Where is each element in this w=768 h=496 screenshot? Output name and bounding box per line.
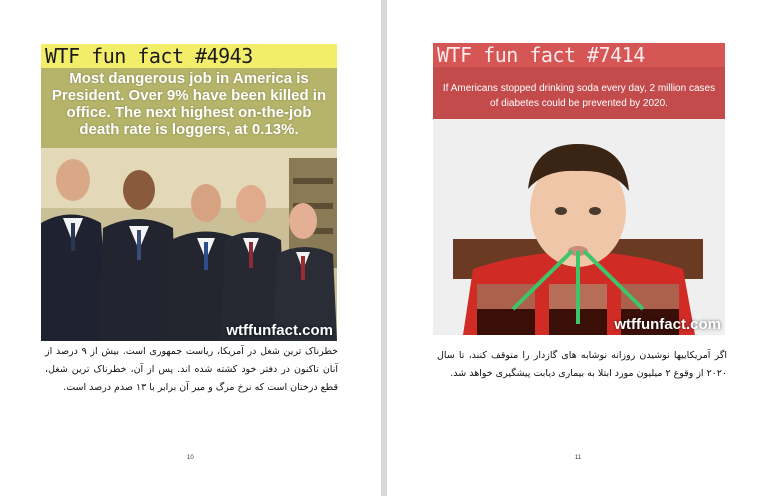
fact-brand-title: WTF fun fact #7414 xyxy=(433,43,725,67)
persian-caption: اگر آمریکاییها نوشیدن روزانه نوشابه های گازدار را متوقف کنند، تا سال ۲۰۲۰ از وقوع ۲ میلیون مورد ابتلا به بیماری دیابت پیشگیری خواهد شد. xyxy=(437,350,727,379)
fact-text: If Americans stopped drinking soda every day, 2 million cases of diabetes could be prevented by 2020. xyxy=(442,83,716,109)
boy-drinking-soda-illustration xyxy=(433,119,725,335)
presidents-photo xyxy=(41,148,337,341)
fact-card-right xyxy=(433,43,725,335)
site-watermark: wtffunfact.com xyxy=(614,316,721,333)
page-number: 11 xyxy=(575,455,582,461)
site-watermark: wtffunfact.com xyxy=(226,322,333,339)
presidents-illustration xyxy=(41,148,337,341)
fact-text: Most dangerous job in America is President. Over 9% have been killed in office. The next highest on-the-job death rate is loggers, at 0.13%. xyxy=(51,70,327,138)
persian-caption: خطرناک ترین شغل در آمریکا، ریاست جمهوری است. بیش از ۹ درصد از آنان تاکنون در دفتر خود کشته شده اند. پس از آن، خطرناک ترین شغل، قطع درختان است که نرخ مرگ و میر آن برابر با ۱۳ صدم درصد است. xyxy=(45,346,339,393)
boy-soda-photo xyxy=(433,119,725,335)
fact-card-left xyxy=(41,44,337,341)
fact-brand-title: WTF fun fact #4943 xyxy=(41,44,337,68)
page-number: 10 xyxy=(187,455,194,461)
